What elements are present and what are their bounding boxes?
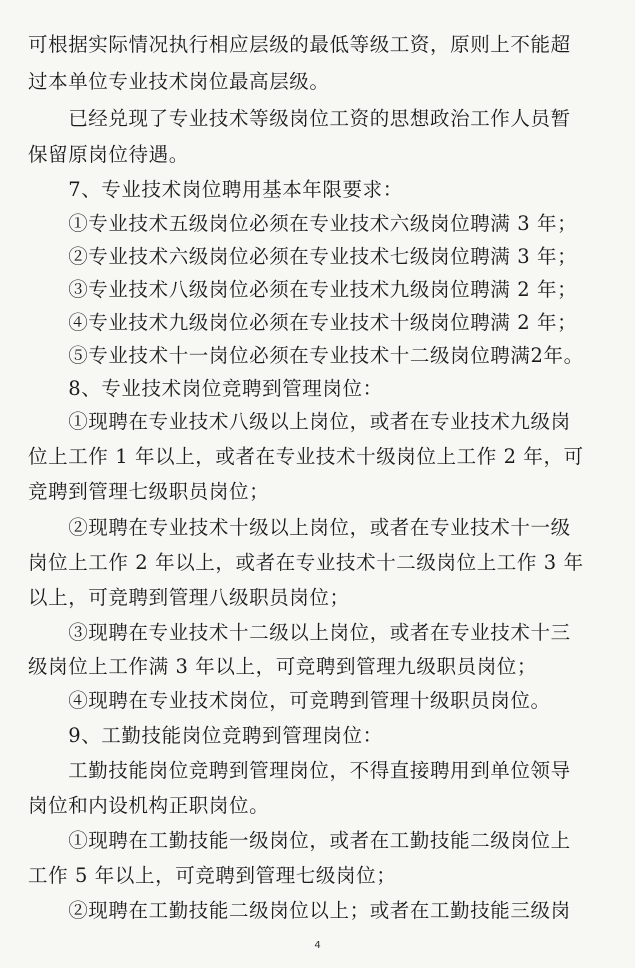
text-line: ②现聘在工勤技能二级岗位以上；或者在工勤技能三级岗 [28, 899, 571, 922]
text-line: ⑤专业技术十一岗位必须在专业技术十二级岗位聘满2年。 [28, 344, 584, 367]
text-line: ④专业技术九级岗位必须在专业技术十级岗位聘满 2 年； [28, 311, 578, 334]
text-line: 可根据实际情况执行相应层级的最低等级工资，原则上不能超 [28, 33, 571, 56]
text-line: 级岗位上工作满 3 年以上，可竞聘到管理九级职员岗位； [28, 655, 538, 678]
text-line: 岗位上工作 2 年以上，或者在专业技术十二级岗位上工作 3 年 [28, 551, 584, 574]
text-line: 工勤技能岗位竞聘到管理岗位，不得直接聘用到单位领导 [28, 759, 571, 782]
text-line: 岗位和内设机构正职岗位。 [28, 794, 270, 817]
text-line: ②现聘在专业技术十级以上岗位，或者在专业技术十一级 [28, 516, 571, 539]
text-line: 7、专业技术岗位聘用基本年限要求： [28, 178, 403, 201]
text-line: 保留原岗位待遇。 [28, 143, 189, 166]
text-line: ①现聘在工勤技能一级岗位，或者在工勤技能二级岗位上 [28, 829, 571, 852]
text-line: 竞聘到管理七级职员岗位； [28, 480, 270, 503]
text-line: 以上，可竞聘到管理八级职员岗位； [28, 586, 350, 609]
text-line: ②专业技术六级岗位必须在专业技术七级岗位聘满 3 年； [28, 245, 578, 268]
page-number: 4 [314, 940, 321, 951]
text-line: ①现聘在专业技术八级以上岗位，或者在专业技术九级岗 [28, 410, 571, 433]
text-line: 位上工作 1 年以上，或者在专业技术十级岗位上工作 2 年，可 [28, 445, 584, 468]
text-line: ③现聘在专业技术十二级以上岗位，或者在专业技术十三 [28, 621, 571, 644]
text-line: ①专业技术五级岗位必须在专业技术六级岗位聘满 3 年； [28, 212, 578, 235]
text-line: 8、专业技术岗位竞聘到管理岗位： [28, 377, 383, 400]
text-line: 已经兑现了专业技术等级岗位工资的思想政治工作人员暂 [28, 107, 571, 130]
text-line: 过本单位专业技术岗位最高层级。 [28, 70, 330, 93]
text-line: 工作 5 年以上，可竞聘到管理七级岗位； [28, 864, 397, 887]
text-line: ③专业技术八级岗位必须在专业技术九级岗位聘满 2 年； [28, 278, 578, 301]
text-line: ④现聘在专业技术岗位，可竞聘到管理十级职员岗位。 [28, 689, 551, 712]
text-line: 9、工勤技能岗位竞聘到管理岗位： [28, 724, 383, 747]
